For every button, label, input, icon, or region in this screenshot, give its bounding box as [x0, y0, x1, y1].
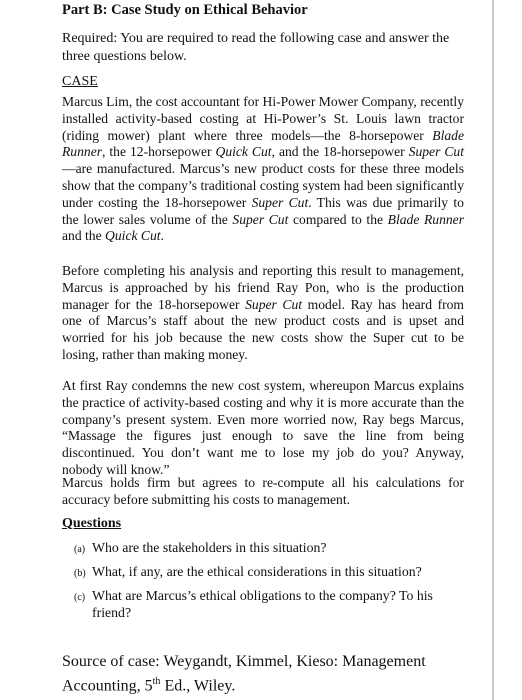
question-item — [74, 587, 464, 621]
paragraph-text: , the 12-horsepower — [102, 144, 216, 160]
question-marker: (b) — [74, 568, 86, 579]
case-paragraph — [62, 475, 464, 509]
model-name-italic: Super Cut — [408, 144, 464, 160]
question-item — [74, 563, 464, 582]
question-item — [74, 539, 464, 558]
paragraph-text: . — [160, 228, 164, 244]
model-name-italic: Super Cut — [251, 194, 309, 210]
case-heading: CASE — [62, 74, 98, 89]
paragraph-text: Marcus holds firm but agrees to re-compute all his calculations for accuracy before submitting his costs to management. — [62, 475, 464, 507]
paragraph-text: Before completing his analysis and reporting this result to management, Marcus is approached by his friend Ray Pon, who is the production manager for the 18-horsepower — [62, 263, 464, 312]
paragraph-text: At first Ray condemns the new cost system, whereupon Marcus explains the practice of activity-based costing and why it is more accurate than the company’s present system. Even more worried now, Ray begs Marcus, “Massage the figures just enough to save the line from being discontinued. You don’t want me to lose my job do you? Anyway, nobody will know.” — [62, 378, 464, 477]
question-text: What are Marcus’s ethical obligations to the company? To his friend? — [92, 588, 433, 620]
instructions-text: Required: You are required to read the following case and answer the three questions below. — [62, 31, 450, 64]
paragraph-text: —are manufactured. Marcus’s new product costs for these three models show that the company’s traditional costing system had been significantly under costing the 18-horsepower — [62, 161, 464, 210]
model-name-italic: Blade Runner — [62, 127, 464, 160]
source-text-end: Ed., Wiley. — [160, 677, 236, 695]
model-name-italic: Super Cut — [245, 296, 303, 312]
question-marker: (c) — [74, 592, 86, 603]
source-superscript: th — [152, 676, 161, 687]
source-citation — [62, 652, 472, 696]
model-name-italic: Super Cut — [232, 211, 289, 227]
source-text: Source of case: Weygandt, Kimmel, Kieso: Management Accounting, 5 — [62, 653, 426, 695]
case-paragraph — [62, 378, 464, 479]
section-title: Part B: Case Study on Ethical Behavior — [62, 2, 308, 18]
questions-heading: Questions — [62, 516, 122, 531]
paragraph-text: . This was due primarily to the lower sales volume of the — [62, 194, 464, 227]
paragraph-text: and the — [62, 228, 106, 244]
paragraph-text: , and the 18-horsepower — [271, 144, 409, 160]
paragraph-text: Marcus Lim, the cost accountant for Hi-Power Mower Company, recently installed activity-based costing at Hi-Power’s St. Louis lawn tractor (riding mower) plant where three models—the 8-horsepower — [62, 94, 464, 143]
page-edge-rule — [492, 0, 494, 700]
model-name-italic: Blade Runner — [387, 211, 464, 227]
paragraph-text: model. Ray has heard from one of Marcus’s staff about the new product costs and is upset and worried for his job because the new costs show the Super cut to be losing, rather than making money. — [62, 296, 464, 362]
case-paragraph — [62, 94, 464, 245]
question-marker: (a) — [74, 544, 86, 555]
question-text: Who are the stakeholders in this situation? — [92, 540, 327, 555]
question-text: What, if any, are the ethical considerations in this situation? — [92, 564, 422, 579]
case-paragraph — [62, 263, 464, 364]
model-name-italic: Quick Cut — [215, 144, 272, 160]
model-name-italic: Quick Cut — [105, 228, 161, 244]
paragraph-text: compared to the — [288, 211, 388, 227]
